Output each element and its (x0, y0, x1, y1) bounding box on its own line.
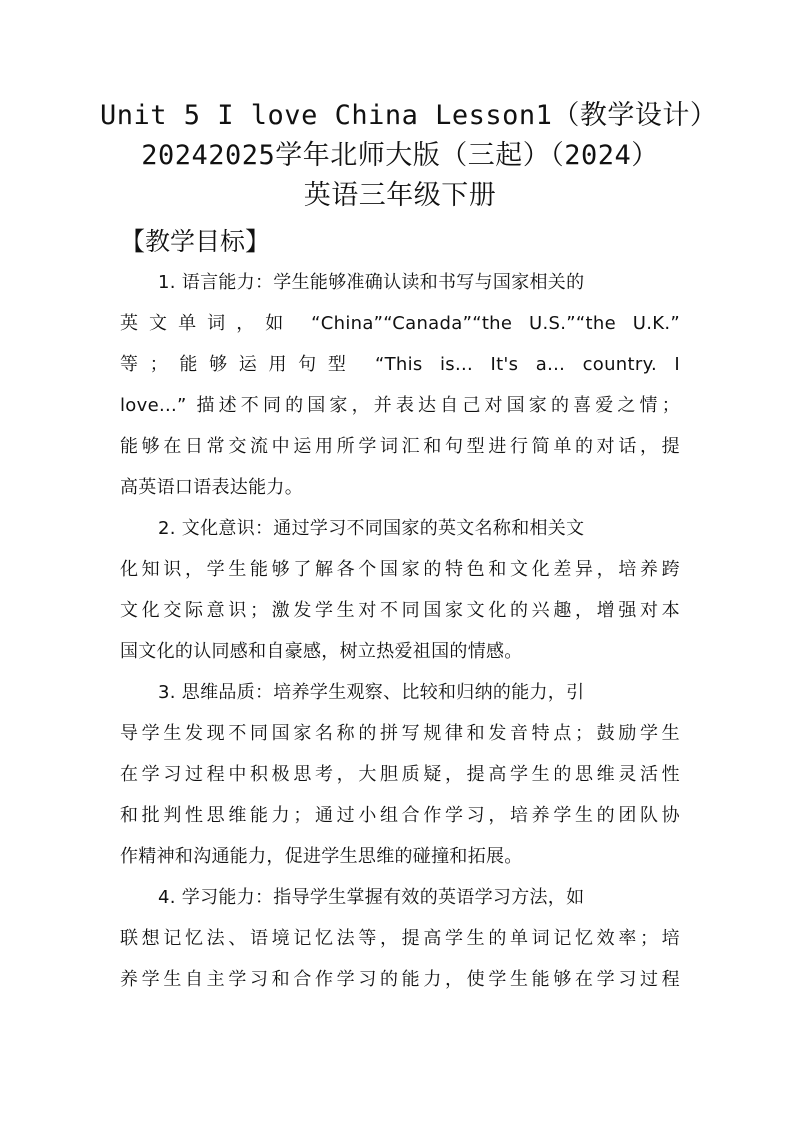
paragraph-line: 能够在日常交流中运用所学词汇和句型进行简单的对话，提 (120, 436, 680, 457)
paragraph-line: 2. 文化意识：通过学习不同国家的英文名称和相关文 (158, 518, 585, 539)
paragraph-line: 养学生自主学习和合作学习的能力，使学生能够在学习过程 (120, 969, 680, 990)
section-heading-teaching-objectives: 【教学目标】 (120, 227, 271, 256)
paragraph-line: 3. 思维品质：培养学生观察、比较和归纳的能力，引 (158, 682, 585, 703)
paragraph-line: 在学习过程中积极思考，大胆质疑，提高学生的思维灵活性 (120, 764, 680, 785)
document-title (100, 96, 718, 216)
paragraph-line: 高英语口语表达能力。 (120, 477, 303, 498)
paragraph-line: 联想记忆法、语境记忆法等，提高学生的单词记忆效率；培 (120, 928, 680, 949)
paragraph-line: 和批判性思维能力；通过小组合作学习，培养学生的团队协 (120, 805, 680, 826)
title-line-1: Unit 5 I love China Lesson1（教学设计） (100, 100, 718, 131)
paragraph-line: love...” 描述不同的国家，并表达自己对国家的喜爱之情； (120, 395, 680, 416)
paragraph-line: 国文化的认同感和自豪感，树立热爱祖国的情感。 (120, 641, 523, 662)
paragraph-line: 4. 学习能力：指导学生掌握有效的英语学习方法，如 (158, 887, 585, 908)
paragraph-line: 1. 语言能力：学生能够准确认读和书写与国家相关的 (158, 272, 585, 293)
paragraph-line: 化知识，学生能够了解各个国家的特色和文化差异，培养跨 (120, 559, 680, 580)
paragraph-line: 作精神和沟通能力，促进学生思维的碰撞和拓展。 (120, 846, 523, 867)
objectives-body (120, 262, 680, 1000)
paragraph-line: 等；能够运用句型 “This is... It's a... country. I (120, 354, 680, 375)
paragraph-line: 导学生发现不同国家名称的拼写规律和发音特点；鼓励学生 (120, 723, 680, 744)
paragraph-line: 文化交际意识；激发学生对不同国家文化的兴趣，增强对本 (120, 600, 680, 621)
title-line-3: 英语三年级下册 (303, 180, 497, 211)
paragraph-line: 英文单词，如 “China”“Canada”“the U.S.”“the U.K.” (120, 313, 680, 334)
title-line-2: 20242025学年北师大版（三起）（2024） (141, 140, 659, 171)
